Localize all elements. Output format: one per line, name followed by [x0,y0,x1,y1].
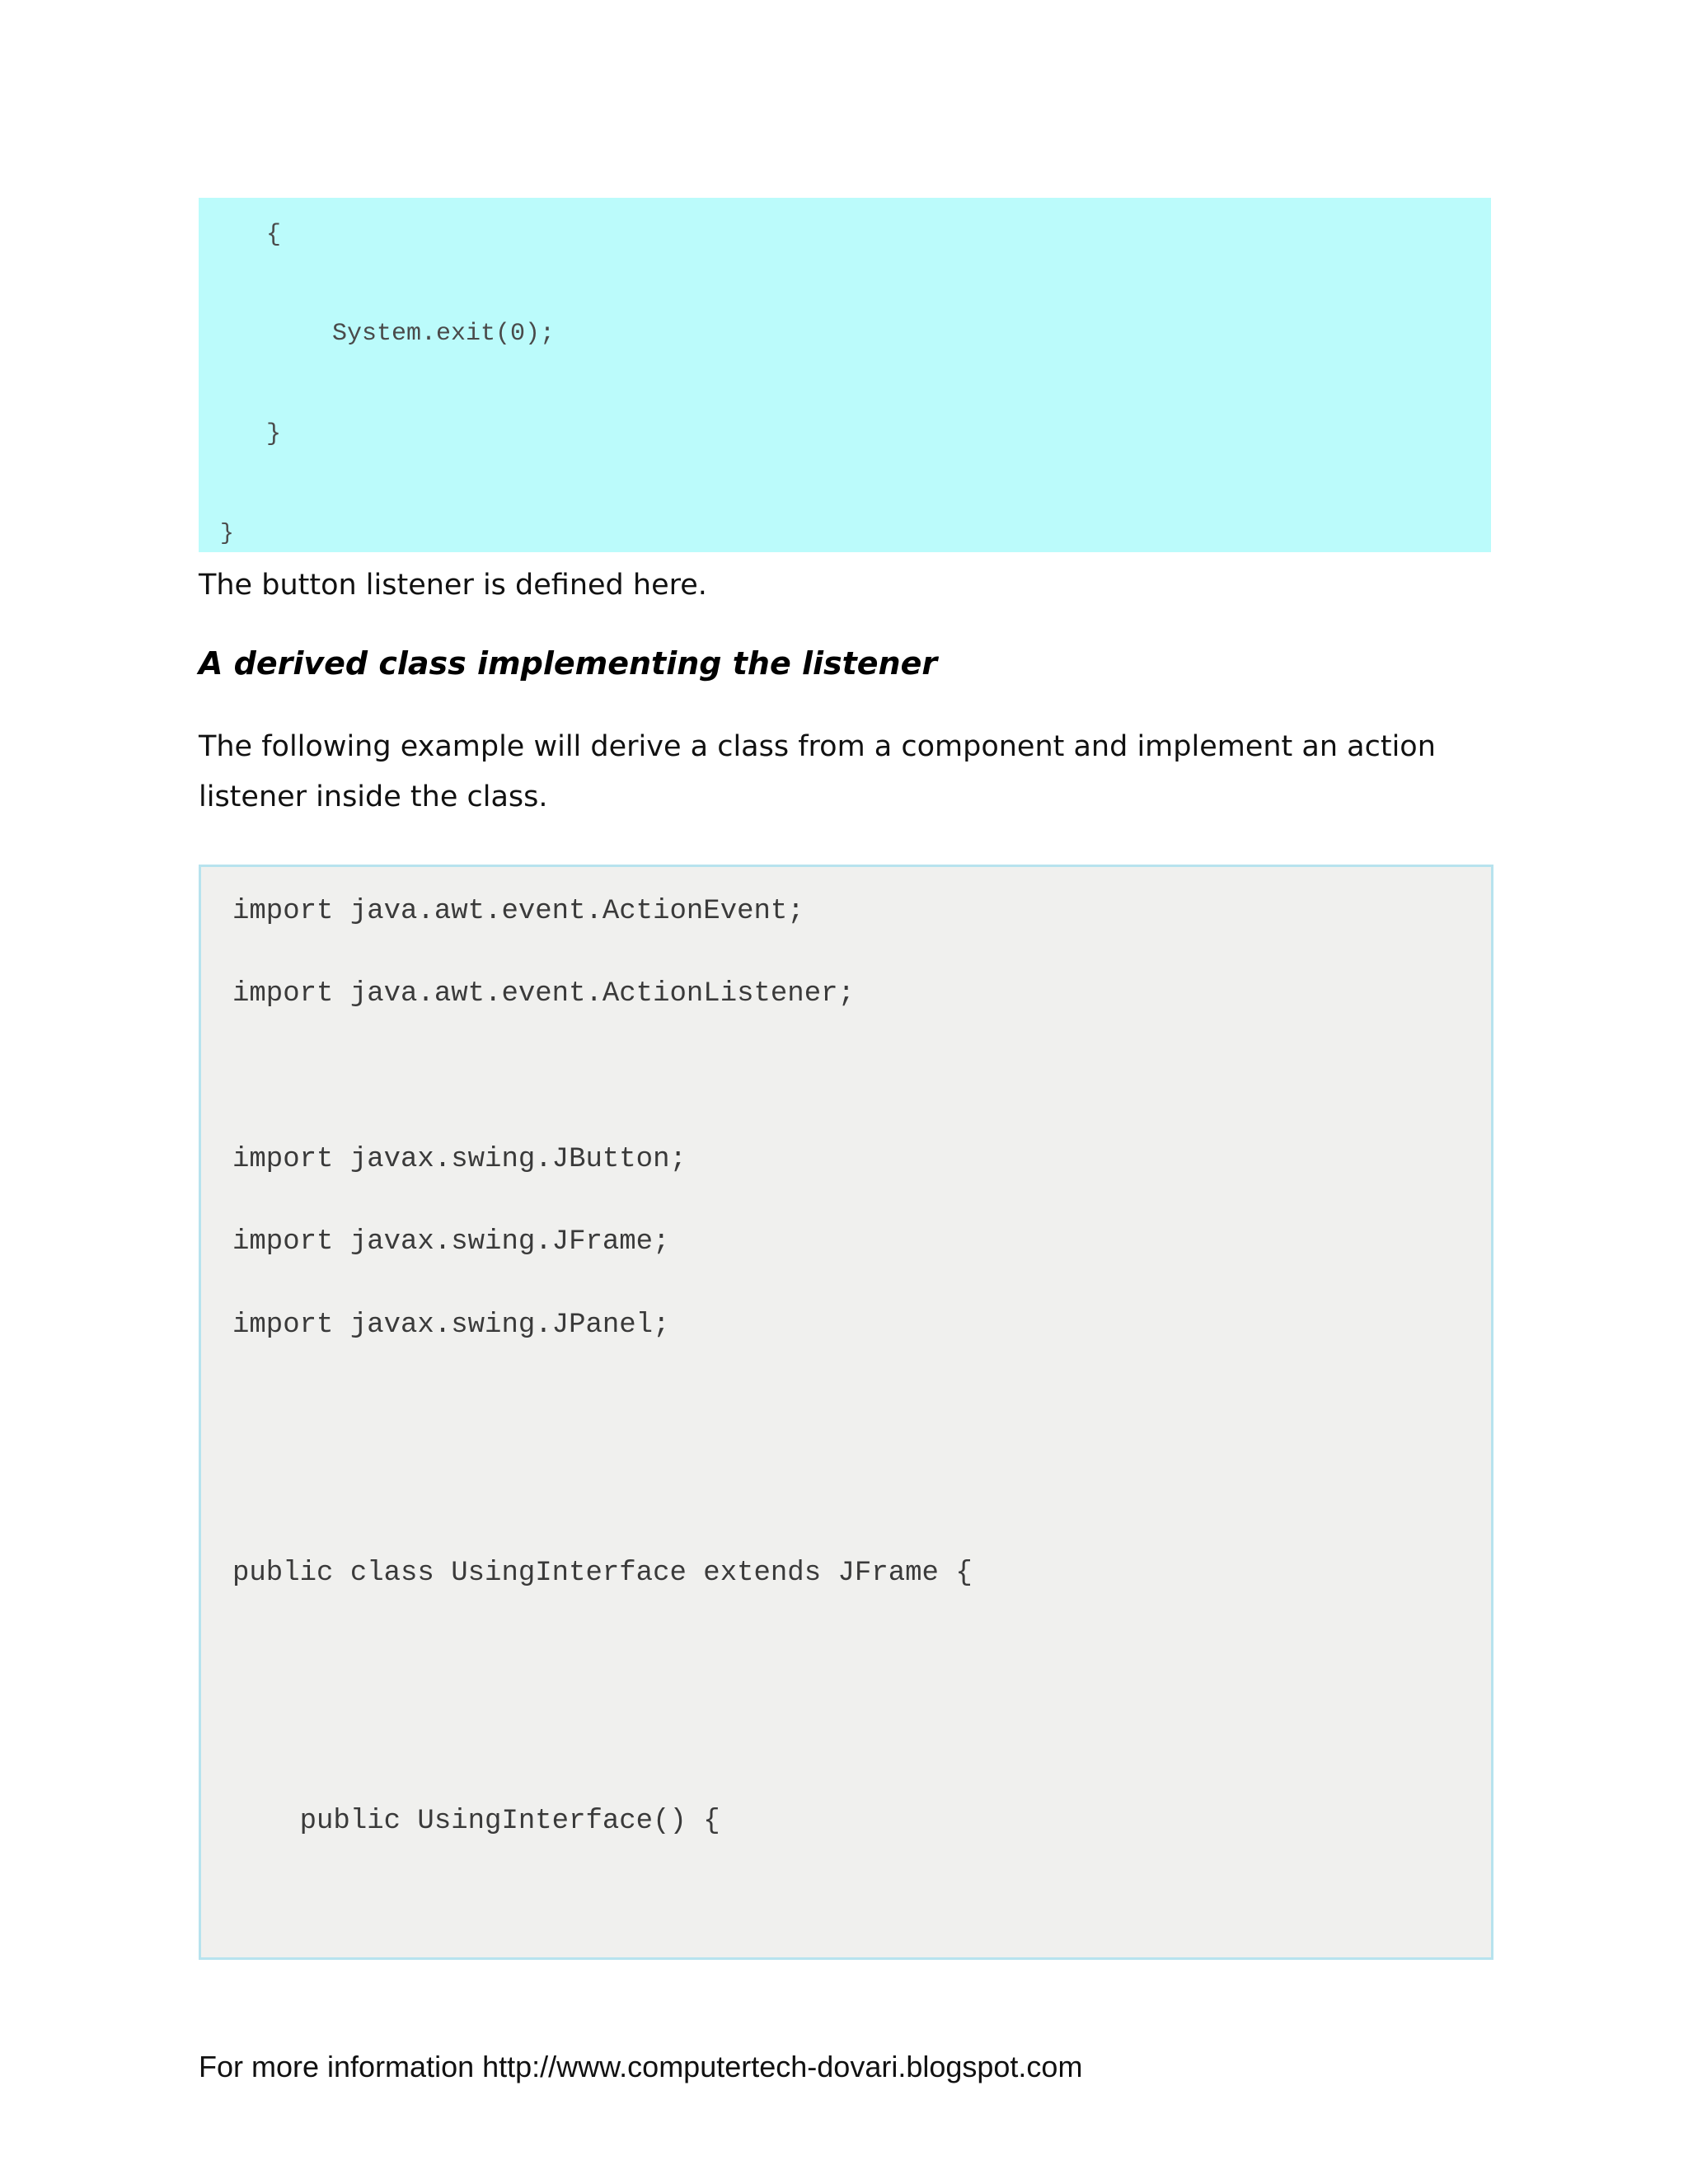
code-line: { [266,221,282,249]
paragraph-button-listener: The button listener is defined here. [199,569,707,602]
code-block-top [199,198,1491,552]
paragraph-example-line-2: listener inside the class. [199,780,548,813]
footer-info: For more information http://www.computertech-dovari.blogspot.com [199,2050,1083,2083]
code-line: } [220,521,234,546]
code-line: System.exit(0); [332,320,556,348]
code-block-main [199,865,1493,1960]
code-line: public class UsingInterface extends JFrame { [232,1558,973,1589]
code-line: import javax.swing.JPanel; [232,1310,670,1341]
code-line: import javax.swing.JButton; [232,1144,687,1175]
code-line: public UsingInterface() { [232,1806,720,1837]
code-line: import java.awt.event.ActionEvent; [232,896,804,927]
code-line: } [266,420,282,448]
code-line: import java.awt.event.ActionListener; [232,978,855,1010]
code-line: import javax.swing.JFrame; [232,1226,670,1258]
paragraph-example-line-1: The following example will derive a class from a component and implement an action [199,730,1436,763]
section-heading: A derived class implementing the listener [199,645,938,682]
